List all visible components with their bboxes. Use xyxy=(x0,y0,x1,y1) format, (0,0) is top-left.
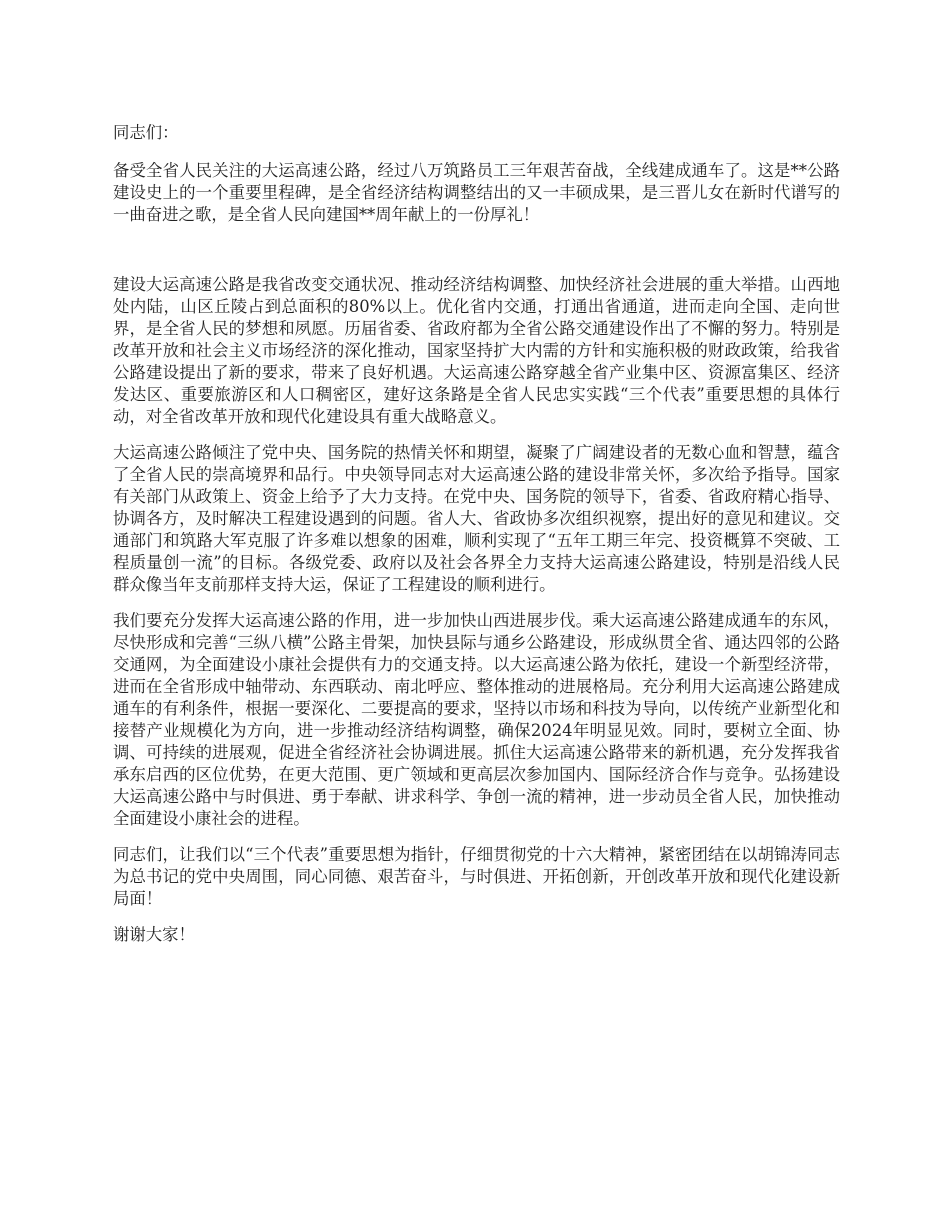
paragraph-significance: 建设大运高速公路是我省改变交通状况、推动经济结构调整、加快经济社会进展的重大举措。山西地处内陆，山区丘陵占到总面积的80%以上。优化省内交通，打通出省通道，进而走向全国、走向世界，是全省人民的梦想和夙愿。历届省委、省政府都为全省公路交通建设作出了不懈的努力。特别是改革开放和社会主义市场经济的深化推动，国家坚持扩大内需的方针和实施积极的财政政策，给我省公路建设提出了新的要求，带来了良好机遇。大运高速公路穿越全省产业集中区、资源富集区、经济发达区、重要旅游区和人口稠密区，建好这条路是全省人民忠实实践“三个代表”重要思想的具体行动，对全省改革开放和现代化建设具有重大战略意义。 xyxy=(113,275,840,426)
document-page xyxy=(113,122,840,946)
salutation: 同志们： xyxy=(113,123,179,142)
closing-thanks: 谢谢大家！ xyxy=(113,925,195,944)
paragraph-call-to-action: 同志们，让我们以“三个代表”重要思想为指针，仔细贯彻党的十六大精神，紧密团结在以胡锦涛同志为总书记的党中央周围，同心同德、艰苦奋斗，与时俱进、开拓创新，开创改革开放和现代化建设新局面！ xyxy=(113,845,840,908)
paragraph-development: 我们要充分发挥大运高速公路的作用，进一步加快山西进展步伐。乘大运高速公路建成通车的东风，尽快形成和完善“三纵八横”公路主骨架，加快县际与通乡公路建设，形成纵贯全省、通达四邻的公路交通网，为全面建设小康社会提供有力的交通支持。以大运高速公路为依托，建设一个新型经济带，进而在全省形成中轴带动、东西联动、南北呼应、整体推动的进展格局。充分利用大运高速公路建成通车的有利条件，根据一要深化、二要提高的要求，坚持以市场和科技为导向，以传统产业新型化和接替产业规模化为方向，进一步推动经济结构调整，确保2024年明显见效。同时，要树立全面、协调、可持续的进展观，促进全省经济社会协调进展。抓住大运高速公路带来的新机遇，充分发挥我省承东启西的区位优势，在更大范围、更广领域和更高层次参加国内、国际经济合作与竞争。弘扬建设大运高速公路中与时俱进、勇于奉献、讲求科学、争创一流的精神，进一步动员全省人民，加快推动全面建设小康社会的进程。 xyxy=(113,611,840,828)
paragraph-support: 大运高速公路倾注了党中央、国务院的热情关怀和期望，凝聚了广阔建设者的无数心血和智慧，蕴含了全省人民的崇高境界和品行。中央领导同志对大运高速公路的建设非常关怀，多次给予指导。国家有关部门从政策上、资金上给予了大力支持。在党中央、国务院的领导下，省委、省政府精心指导、协调各方，及时解决工程建设遇到的问题。省人大、省政协多次组织视察，提出好的意见和建议。交通部门和筑路大军克服了许多难以想象的困难，顺利实现了“五年工期三年完、投资概算不突破、工程质量创一流”的目标。各级党委、政府以及社会各界全力支持大运高速公路建设，特别是沿线人民群众像当年支前那样支持大运，保证了工程建设的顺利进行。 xyxy=(113,443,840,594)
paragraph-opening: 备受全省人民关注的大运高速公路，经过八万筑路员工三年艰苦奋战，全线建成通车了。这是**公路建设史上的一个重要里程碑，是全省经济结构调整结出的又一丰硕成果，是三晋儿女在新时代谱写的一曲奋进之歌，是全省人民向建国**周年献上的一份厚礼！ xyxy=(113,161,840,224)
